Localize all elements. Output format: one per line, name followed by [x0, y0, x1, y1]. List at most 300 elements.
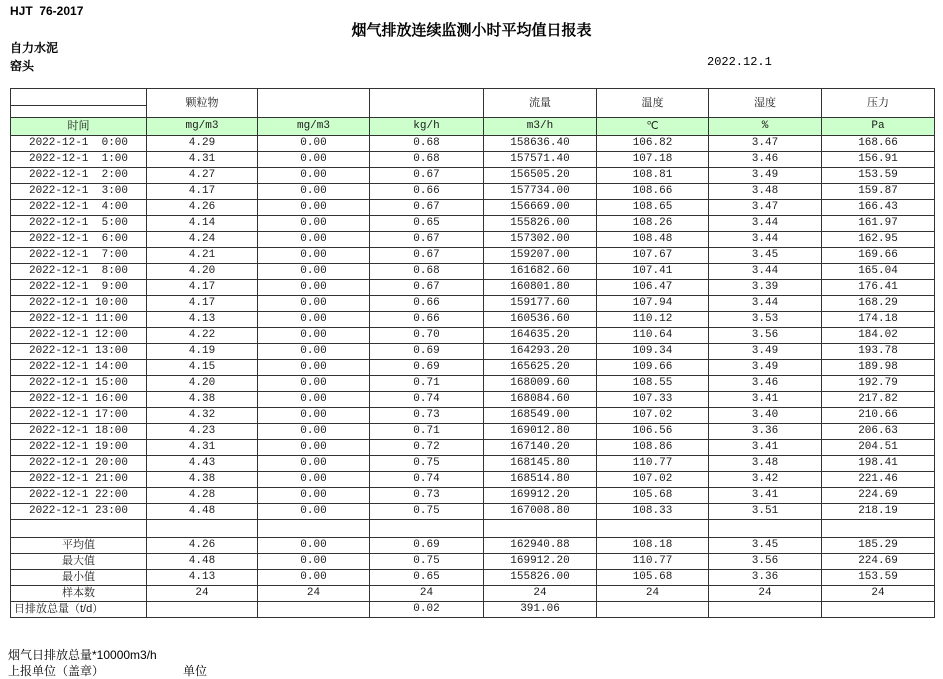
cell-kgh: 0.69 — [370, 360, 484, 376]
cell-kgh: 0.75 — [370, 504, 484, 520]
cell-kgh: 0.69 — [370, 344, 484, 360]
cell-time: 2022-12-1 0:00 — [11, 136, 147, 152]
spacer-cell — [11, 520, 147, 538]
report-date: 2022.12.1 — [707, 55, 772, 69]
cell-temp: 108.26 — [597, 216, 709, 232]
cell-humidity: 3.56 — [709, 328, 822, 344]
cell-col3-mgm3: 0.00 — [258, 168, 370, 184]
summary-row-daily-total — [11, 602, 935, 618]
page-title: 烟气排放连续监测小时平均值日报表 — [351, 22, 592, 39]
cell-flow: 157302.00 — [484, 232, 597, 248]
cell-col3-mgm3: 0.00 — [258, 328, 370, 344]
summary-label: 日排放总量（t/d） — [11, 602, 147, 618]
table-row — [11, 360, 935, 376]
cell-pm-mgm3: 4.32 — [147, 408, 258, 424]
cell-pressure: 162.95 — [822, 232, 935, 248]
pollutant-header-row — [11, 89, 935, 106]
cell-pressure: 193.78 — [822, 344, 935, 360]
cell-temp: 107.02 — [597, 408, 709, 424]
cell-pm-mgm3: 4.15 — [147, 360, 258, 376]
summary-body — [11, 538, 935, 618]
cell-humidity: 3.44 — [709, 264, 822, 280]
footer-note: 烟气日排放总量*10000m3/h — [8, 648, 157, 662]
unit-time: 时间 — [11, 118, 147, 136]
cell-pm-mgm3: 4.26 — [147, 200, 258, 216]
cell-kgh: 0.67 — [370, 168, 484, 184]
cell-temp: 24 — [597, 586, 709, 602]
cell-pm-mgm3: 4.24 — [147, 232, 258, 248]
cell-flow: 169912.20 — [484, 554, 597, 570]
cell-pm-mgm3: 24 — [147, 586, 258, 602]
cell-time: 2022-12-1 18:00 — [11, 424, 147, 440]
cell-temp: 109.34 — [597, 344, 709, 360]
cell-pm-mgm3: 4.27 — [147, 168, 258, 184]
table-row — [11, 312, 935, 328]
cell-pressure: 176.41 — [822, 280, 935, 296]
cell-flow: 160801.80 — [484, 280, 597, 296]
cell-flow: 162940.88 — [484, 538, 597, 554]
cell-pressure: 184.02 — [822, 328, 935, 344]
header-flow: 流量 — [484, 89, 597, 118]
cell-col3-mgm3: 0.00 — [258, 408, 370, 424]
cell-kgh: 0.70 — [370, 328, 484, 344]
table-body — [11, 136, 935, 520]
spacer-cell — [822, 520, 935, 538]
cell-pressure: 153.59 — [822, 168, 935, 184]
unit-label: 单位 — [183, 664, 208, 678]
summary-label: 平均值 — [11, 538, 147, 554]
cell-temp — [597, 602, 709, 618]
cell-time: 2022-12-1 3:00 — [11, 184, 147, 200]
cell-col3-mgm3: 0.00 — [258, 376, 370, 392]
cell-temp: 108.66 — [597, 184, 709, 200]
header-col4-blank — [370, 89, 484, 118]
cell-pressure: 221.46 — [822, 472, 935, 488]
table-row — [11, 184, 935, 200]
cell-pressure: 224.69 — [822, 554, 935, 570]
cell-kgh: 0.66 — [370, 184, 484, 200]
cell-flow: 168549.00 — [484, 408, 597, 424]
cell-col3-mgm3: 0.00 — [258, 184, 370, 200]
cell-temp: 108.65 — [597, 200, 709, 216]
cell-time: 2022-12-1 1:00 — [11, 152, 147, 168]
header-blank-top — [11, 89, 147, 106]
cell-temp: 107.94 — [597, 296, 709, 312]
cell-kgh: 24 — [370, 586, 484, 602]
cell-pm-mgm3: 4.20 — [147, 376, 258, 392]
cell-kgh: 0.68 — [370, 136, 484, 152]
cell-humidity: 3.48 — [709, 456, 822, 472]
cell-pressure: 156.91 — [822, 152, 935, 168]
cell-humidity: 3.46 — [709, 152, 822, 168]
cell-col3-mgm3: 0.00 — [258, 248, 370, 264]
table-header — [11, 89, 935, 136]
unit-pm-mgm3: mg/m3 — [147, 118, 258, 136]
cell-col3-mgm3: 0.00 — [258, 296, 370, 312]
cell-pm-mgm3: 4.31 — [147, 152, 258, 168]
cell-flow: 168009.60 — [484, 376, 597, 392]
cell-temp: 108.81 — [597, 168, 709, 184]
cell-temp: 105.68 — [597, 570, 709, 586]
table-row — [11, 232, 935, 248]
table-row — [11, 200, 935, 216]
cell-flow: 156669.00 — [484, 200, 597, 216]
cell-flow: 164635.20 — [484, 328, 597, 344]
cell-humidity: 3.49 — [709, 168, 822, 184]
table-row — [11, 216, 935, 232]
cell-time: 2022-12-1 6:00 — [11, 232, 147, 248]
cell-pm-mgm3: 4.48 — [147, 504, 258, 520]
cell-pm-mgm3: 4.17 — [147, 280, 258, 296]
cell-pm-mgm3: 4.29 — [147, 136, 258, 152]
cell-kgh: 0.71 — [370, 424, 484, 440]
summary-label: 样本数 — [11, 586, 147, 602]
cell-time: 2022-12-1 15:00 — [11, 376, 147, 392]
header-temperature: 温度 — [597, 89, 709, 118]
table-row — [11, 264, 935, 280]
cell-pressure: 153.59 — [822, 570, 935, 586]
cell-kgh: 0.66 — [370, 296, 484, 312]
cell-humidity: 3.42 — [709, 472, 822, 488]
cell-col3-mgm3: 0.00 — [258, 488, 370, 504]
unit-flow-m3h: m3/h — [484, 118, 597, 136]
cell-flow: 391.06 — [484, 602, 597, 618]
cell-pressure: 159.87 — [822, 184, 935, 200]
cell-temp: 106.47 — [597, 280, 709, 296]
cell-temp: 107.33 — [597, 392, 709, 408]
cell-kgh: 0.67 — [370, 200, 484, 216]
cell-temp: 107.67 — [597, 248, 709, 264]
cell-flow: 169912.20 — [484, 488, 597, 504]
cell-col3-mgm3: 0.00 — [258, 152, 370, 168]
cell-flow: 157571.40 — [484, 152, 597, 168]
cell-humidity: 3.56 — [709, 554, 822, 570]
cell-time: 2022-12-1 19:00 — [11, 440, 147, 456]
cell-temp: 107.02 — [597, 472, 709, 488]
cell-col3-mgm3: 0.00 — [258, 232, 370, 248]
cell-flow: 167008.80 — [484, 504, 597, 520]
cell-time: 2022-12-1 17:00 — [11, 408, 147, 424]
cell-pm-mgm3: 4.21 — [147, 248, 258, 264]
cell-pressure: 204.51 — [822, 440, 935, 456]
cell-temp: 108.86 — [597, 440, 709, 456]
cell-flow: 168145.80 — [484, 456, 597, 472]
unit-col3-mgm3: mg/m3 — [258, 118, 370, 136]
cell-kgh: 0.73 — [370, 488, 484, 504]
cell-pm-mgm3: 4.13 — [147, 570, 258, 586]
cell-pressure: 168.66 — [822, 136, 935, 152]
report-unit-label: 上报单位（盖章） — [8, 664, 105, 678]
cell-pressure: 174.18 — [822, 312, 935, 328]
cell-humidity: 3.39 — [709, 280, 822, 296]
cell-flow: 158636.40 — [484, 136, 597, 152]
cell-kgh: 0.67 — [370, 248, 484, 264]
cell-kgh: 0.65 — [370, 570, 484, 586]
cell-pressure — [822, 602, 935, 618]
summary-label: 最大值 — [11, 554, 147, 570]
cell-col3-mgm3: 0.00 — [258, 392, 370, 408]
cell-humidity: 3.44 — [709, 296, 822, 312]
cell-humidity: 3.45 — [709, 248, 822, 264]
cell-humidity: 3.48 — [709, 184, 822, 200]
cell-pm-mgm3 — [147, 602, 258, 618]
cell-col3-mgm3: 0.00 — [258, 440, 370, 456]
spacer-cell — [484, 520, 597, 538]
cell-pm-mgm3: 4.22 — [147, 328, 258, 344]
cell-humidity: 3.47 — [709, 200, 822, 216]
cell-time: 2022-12-1 22:00 — [11, 488, 147, 504]
summary-row-average — [11, 538, 935, 554]
cell-pressure: 198.41 — [822, 456, 935, 472]
cell-pressure: 189.98 — [822, 360, 935, 376]
cell-col3-mgm3: 0.00 — [258, 264, 370, 280]
cell-kgh: 0.67 — [370, 232, 484, 248]
table-row — [11, 328, 935, 344]
cell-kgh: 0.74 — [370, 472, 484, 488]
cell-col3-mgm3: 0.00 — [258, 344, 370, 360]
table-row — [11, 424, 935, 440]
cell-time: 2022-12-1 14:00 — [11, 360, 147, 376]
cell-humidity: 3.46 — [709, 376, 822, 392]
table-row — [11, 408, 935, 424]
cell-pm-mgm3: 4.38 — [147, 392, 258, 408]
summary-row-min — [11, 570, 935, 586]
table-row — [11, 376, 935, 392]
cell-flow: 160536.60 — [484, 312, 597, 328]
cell-flow: 164293.20 — [484, 344, 597, 360]
cell-pressure: 206.63 — [822, 424, 935, 440]
cell-kgh: 0.68 — [370, 152, 484, 168]
cell-time: 2022-12-1 8:00 — [11, 264, 147, 280]
cell-humidity: 3.45 — [709, 538, 822, 554]
cell-time: 2022-12-1 13:00 — [11, 344, 147, 360]
cell-humidity: 3.44 — [709, 216, 822, 232]
company-name: 自力水泥 — [10, 41, 59, 55]
cell-temp: 110.12 — [597, 312, 709, 328]
cell-flow: 157734.00 — [484, 184, 597, 200]
cell-flow: 165625.20 — [484, 360, 597, 376]
table-row — [11, 504, 935, 520]
cell-kgh: 0.71 — [370, 376, 484, 392]
cell-flow: 156505.20 — [484, 168, 597, 184]
cell-pm-mgm3: 4.14 — [147, 216, 258, 232]
cell-temp: 108.18 — [597, 538, 709, 554]
cell-time: 2022-12-1 21:00 — [11, 472, 147, 488]
cell-pm-mgm3: 4.23 — [147, 424, 258, 440]
cell-temp: 106.56 — [597, 424, 709, 440]
cell-temp: 106.82 — [597, 136, 709, 152]
cell-col3-mgm3: 0.00 — [258, 216, 370, 232]
cell-kgh: 0.67 — [370, 280, 484, 296]
cell-pressure: 218.19 — [822, 504, 935, 520]
cell-pm-mgm3: 4.13 — [147, 312, 258, 328]
cell-pressure: 166.43 — [822, 200, 935, 216]
unit-pressure-pa: Pa — [822, 118, 935, 136]
cell-humidity: 3.41 — [709, 392, 822, 408]
cell-humidity: 3.49 — [709, 344, 822, 360]
report-table — [10, 88, 935, 618]
cell-time: 2022-12-1 4:00 — [11, 200, 147, 216]
cell-temp: 108.55 — [597, 376, 709, 392]
cell-humidity: 3.40 — [709, 408, 822, 424]
cell-kgh: 0.66 — [370, 312, 484, 328]
table-row — [11, 152, 935, 168]
table-row — [11, 472, 935, 488]
spacer-cell — [258, 520, 370, 538]
cell-humidity: 3.44 — [709, 232, 822, 248]
cell-col3-mgm3: 0.00 — [258, 424, 370, 440]
cell-kgh: 0.65 — [370, 216, 484, 232]
cell-col3-mgm3: 0.00 — [258, 312, 370, 328]
cell-col3-mgm3: 0.00 — [258, 456, 370, 472]
cell-time: 2022-12-1 5:00 — [11, 216, 147, 232]
cell-temp: 107.41 — [597, 264, 709, 280]
cell-temp: 105.68 — [597, 488, 709, 504]
cell-pm-mgm3: 4.38 — [147, 472, 258, 488]
summary-row-max — [11, 554, 935, 570]
header-blank-bottom — [11, 106, 147, 118]
cell-pressure: 185.29 — [822, 538, 935, 554]
table-row — [11, 280, 935, 296]
cell-time: 2022-12-1 9:00 — [11, 280, 147, 296]
summary-row-count — [11, 586, 935, 602]
cell-time: 2022-12-1 20:00 — [11, 456, 147, 472]
table-row — [11, 168, 935, 184]
cell-pressure: 24 — [822, 586, 935, 602]
table-row — [11, 440, 935, 456]
table-row — [11, 456, 935, 472]
table-row — [11, 296, 935, 312]
cell-humidity: 3.41 — [709, 440, 822, 456]
cell-time: 2022-12-1 11:00 — [11, 312, 147, 328]
cell-flow: 168084.60 — [484, 392, 597, 408]
header-humidity: 湿度 — [709, 89, 822, 118]
cell-flow: 168514.80 — [484, 472, 597, 488]
cell-humidity: 3.49 — [709, 360, 822, 376]
cell-flow: 159207.00 — [484, 248, 597, 264]
cell-pm-mgm3: 4.48 — [147, 554, 258, 570]
cell-flow: 24 — [484, 586, 597, 602]
cell-pm-mgm3: 4.19 — [147, 344, 258, 360]
cell-temp: 110.64 — [597, 328, 709, 344]
cell-pm-mgm3: 4.43 — [147, 456, 258, 472]
spacer-cell — [597, 520, 709, 538]
cell-kgh: 0.68 — [370, 264, 484, 280]
cell-time: 2022-12-1 7:00 — [11, 248, 147, 264]
cell-col3-mgm3: 0.00 — [258, 570, 370, 586]
doc-code: HJT 76-2017 — [10, 4, 84, 18]
cell-flow: 161682.60 — [484, 264, 597, 280]
cell-pm-mgm3: 4.17 — [147, 296, 258, 312]
cell-time: 2022-12-1 23:00 — [11, 504, 147, 520]
cell-pm-mgm3: 4.26 — [147, 538, 258, 554]
cell-pm-mgm3: 4.31 — [147, 440, 258, 456]
cell-col3-mgm3: 0.00 — [258, 360, 370, 376]
spacer-row — [11, 520, 935, 538]
cell-humidity: 3.47 — [709, 136, 822, 152]
summary-label: 最小值 — [11, 570, 147, 586]
spacer-cell — [147, 520, 258, 538]
cell-pressure: 217.82 — [822, 392, 935, 408]
spacer-body — [11, 520, 935, 538]
cell-flow: 167140.20 — [484, 440, 597, 456]
cell-col3-mgm3: 0.00 — [258, 538, 370, 554]
cell-flow: 159177.60 — [484, 296, 597, 312]
cell-temp: 108.48 — [597, 232, 709, 248]
cell-temp: 110.77 — [597, 456, 709, 472]
cell-time: 2022-12-1 12:00 — [11, 328, 147, 344]
cell-kgh: 0.74 — [370, 392, 484, 408]
header-pressure: 压力 — [822, 89, 935, 118]
cell-humidity: 3.53 — [709, 312, 822, 328]
cell-time: 2022-12-1 10:00 — [11, 296, 147, 312]
cell-col3-mgm3: 0.00 — [258, 554, 370, 570]
cell-kgh: 0.75 — [370, 554, 484, 570]
cell-pressure: 169.66 — [822, 248, 935, 264]
cell-flow: 155826.00 — [484, 216, 597, 232]
table-row — [11, 488, 935, 504]
cell-col3-mgm3: 0.00 — [258, 280, 370, 296]
cell-temp: 110.77 — [597, 554, 709, 570]
cell-kgh: 0.02 — [370, 602, 484, 618]
unit-humidity-percent: % — [709, 118, 822, 136]
header-col3-blank — [258, 89, 370, 118]
cell-col3-mgm3 — [258, 602, 370, 618]
cell-col3-mgm3: 0.00 — [258, 504, 370, 520]
cell-pressure: 224.69 — [822, 488, 935, 504]
cell-pressure: 210.66 — [822, 408, 935, 424]
station-name: 窑头 — [10, 59, 35, 73]
cell-humidity: 3.36 — [709, 570, 822, 586]
cell-pm-mgm3: 4.20 — [147, 264, 258, 280]
cell-col3-mgm3: 0.00 — [258, 472, 370, 488]
cell-pm-mgm3: 4.17 — [147, 184, 258, 200]
cell-pressure: 165.04 — [822, 264, 935, 280]
cell-kgh: 0.69 — [370, 538, 484, 554]
cell-humidity — [709, 602, 822, 618]
unit-kgh: kg/h — [370, 118, 484, 136]
unit-header-row — [11, 118, 935, 136]
cell-temp: 108.33 — [597, 504, 709, 520]
cell-humidity: 3.41 — [709, 488, 822, 504]
cell-col3-mgm3: 24 — [258, 586, 370, 602]
cell-humidity: 3.51 — [709, 504, 822, 520]
table-row — [11, 248, 935, 264]
cell-col3-mgm3: 0.00 — [258, 136, 370, 152]
cell-pressure: 161.97 — [822, 216, 935, 232]
cell-time: 2022-12-1 16:00 — [11, 392, 147, 408]
cell-flow: 155826.00 — [484, 570, 597, 586]
spacer-cell — [709, 520, 822, 538]
cell-kgh: 0.75 — [370, 456, 484, 472]
cell-col3-mgm3: 0.00 — [258, 200, 370, 216]
cell-temp: 109.66 — [597, 360, 709, 376]
cell-humidity: 3.36 — [709, 424, 822, 440]
cell-kgh: 0.73 — [370, 408, 484, 424]
cell-pressure: 168.29 — [822, 296, 935, 312]
table-row — [11, 344, 935, 360]
table-row — [11, 136, 935, 152]
table-row — [11, 392, 935, 408]
cell-pressure: 192.79 — [822, 376, 935, 392]
cell-kgh: 0.72 — [370, 440, 484, 456]
cell-humidity: 24 — [709, 586, 822, 602]
unit-temp-celsius: ℃ — [597, 118, 709, 136]
header-particulate-matter: 颗粒物 — [147, 89, 258, 118]
cell-temp: 107.18 — [597, 152, 709, 168]
cell-pm-mgm3: 4.28 — [147, 488, 258, 504]
cell-time: 2022-12-1 2:00 — [11, 168, 147, 184]
